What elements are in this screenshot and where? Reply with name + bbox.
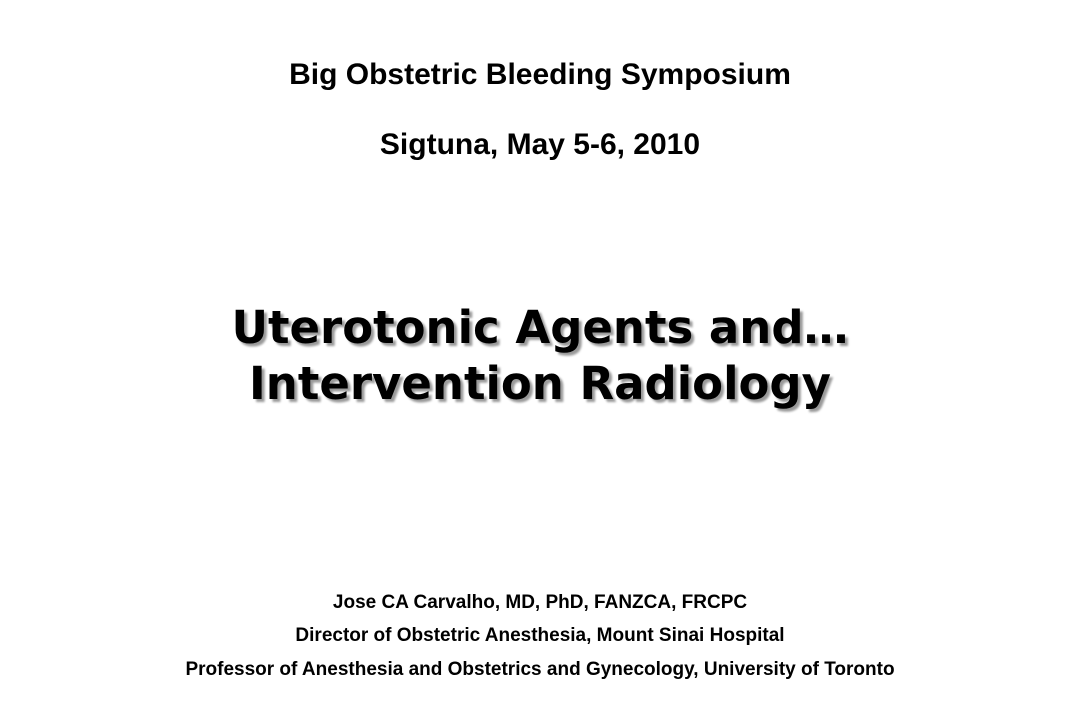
speaker-affiliation: Professor of Anesthesia and Obstetrics and Gynecology, University of Toronto	[185, 659, 895, 680]
speaker-name: Jose CA Carvalho, MD, PhD, FANZCA, FRCPC	[332, 592, 748, 613]
talk-title-line-1: Uterotonic Agents and…	[231, 301, 849, 354]
speaker-role: Director of Obstetric Anesthesia, Mount Sinai Hospital	[295, 625, 785, 646]
talk-title-line-2: Intervention Radiology	[249, 357, 831, 410]
talk-title	[0, 300, 1080, 412]
event-place-date: Sigtuna, May 5-6, 2010	[379, 128, 701, 161]
event-title: Big Obstetric Bleeding Symposium	[289, 58, 791, 91]
